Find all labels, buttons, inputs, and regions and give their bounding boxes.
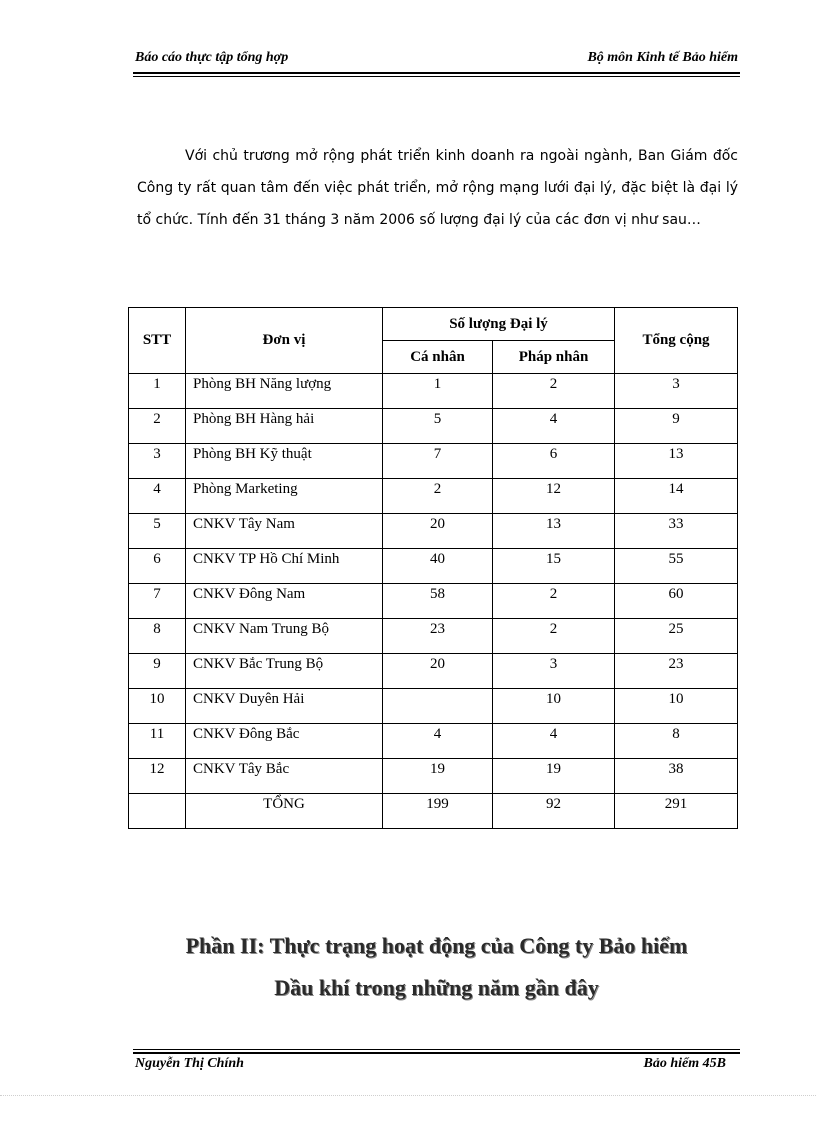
- cell-individual: 20: [383, 514, 493, 549]
- footer-rule-thin: [133, 1049, 740, 1050]
- cell-total-corporate: 92: [493, 794, 615, 829]
- table-row: [129, 444, 738, 479]
- cell-unit: Phòng Marketing: [186, 479, 383, 514]
- cell-total: 3: [615, 374, 738, 409]
- cell-stt: 4: [129, 479, 186, 514]
- cell-individual: 1: [383, 374, 493, 409]
- cell-unit: Phòng BH Năng lượng: [186, 374, 383, 409]
- cell-stt: 11: [129, 724, 186, 759]
- cell-individual: 20: [383, 654, 493, 689]
- header-rule-thick: [133, 72, 740, 74]
- cell-stt: 2: [129, 409, 186, 444]
- table-body: [129, 374, 738, 829]
- section-title: [133, 925, 740, 1009]
- cell-stt: 3: [129, 444, 186, 479]
- cell-corporate: 15: [493, 549, 615, 584]
- page-header: [133, 50, 740, 72]
- header-stt: STT: [129, 308, 186, 374]
- cell-corporate: 4: [493, 409, 615, 444]
- header-rule-thin: [133, 76, 740, 77]
- table-row: [129, 409, 738, 444]
- cell-individual: 7: [383, 444, 493, 479]
- cell-individual: 19: [383, 759, 493, 794]
- cell-total: 10: [615, 689, 738, 724]
- footer-author: Nguyễn Thị Chính: [135, 1056, 244, 1071]
- cell-corporate: 12: [493, 479, 615, 514]
- header-report-title: Báo cáo thực tập tổng hợp: [135, 50, 289, 65]
- cell-unit: Phòng BH Hàng hải: [186, 409, 383, 444]
- cell-unit: CNKV Nam Trung Bộ: [186, 619, 383, 654]
- table-row: [129, 479, 738, 514]
- header-individual: Cá nhân: [383, 341, 493, 374]
- cell-total: 23: [615, 654, 738, 689]
- cell-individual: 2: [383, 479, 493, 514]
- cell-corporate: 6: [493, 444, 615, 479]
- header-agent-count: Số lượng Đại lý: [383, 308, 615, 341]
- cell-corporate: 2: [493, 584, 615, 619]
- cell-stt: 8: [129, 619, 186, 654]
- cell-total: 13: [615, 444, 738, 479]
- cell-individual: [383, 689, 493, 724]
- footer-class: Bảo hiểm 45B: [643, 1056, 726, 1071]
- cell-corporate: 19: [493, 759, 615, 794]
- cell-total: 25: [615, 619, 738, 654]
- agent-count-table: [128, 307, 738, 829]
- cell-stt: 12: [129, 759, 186, 794]
- table-row: [129, 759, 738, 794]
- cell-stt: 6: [129, 549, 186, 584]
- header-corporate: Pháp nhân: [493, 341, 615, 374]
- cell-total: 55: [615, 549, 738, 584]
- page-footer: [133, 1056, 740, 1078]
- cell-unit: CNKV Tây Bắc: [186, 759, 383, 794]
- page-edge-dotted-line: [0, 1095, 816, 1096]
- table-row: [129, 549, 738, 584]
- cell-stt: 10: [129, 689, 186, 724]
- section-title-line2: Dầu khí trong những năm gần đây: [274, 975, 599, 1000]
- header-department: Bộ môn Kinh tế Bảo hiểm: [587, 50, 738, 65]
- cell-individual: 58: [383, 584, 493, 619]
- cell-total: 14: [615, 479, 738, 514]
- cell-corporate: 3: [493, 654, 615, 689]
- footer-rule-thick: [133, 1052, 740, 1054]
- cell-corporate: 4: [493, 724, 615, 759]
- cell-unit: CNKV Đông Bắc: [186, 724, 383, 759]
- table-total-row: [129, 794, 738, 829]
- table-header-row: [129, 308, 738, 341]
- section-title-line1: Phần II: Thực trạng hoạt động của Công ty Bảo hiểm: [185, 933, 688, 958]
- cell-grand-total: 291: [615, 794, 738, 829]
- cell-unit: CNKV Tây Nam: [186, 514, 383, 549]
- cell-unit: CNKV Duyên Hải: [186, 689, 383, 724]
- table-row: [129, 514, 738, 549]
- cell-corporate: 10: [493, 689, 615, 724]
- header-unit: Đơn vị: [186, 308, 383, 374]
- table-row: [129, 374, 738, 409]
- cell-stt: 7: [129, 584, 186, 619]
- cell-stt: 9: [129, 654, 186, 689]
- table-row: [129, 584, 738, 619]
- cell-total: 33: [615, 514, 738, 549]
- table-row: [129, 724, 738, 759]
- cell-stt: 5: [129, 514, 186, 549]
- cell-individual: 40: [383, 549, 493, 584]
- cell-unit: CNKV TP Hồ Chí Minh: [186, 549, 383, 584]
- cell-unit: Phòng BH Kỹ thuật: [186, 444, 383, 479]
- cell-corporate: 13: [493, 514, 615, 549]
- cell-total: 60: [615, 584, 738, 619]
- table-row: [129, 689, 738, 724]
- cell-individual: 4: [383, 724, 493, 759]
- table-row: [129, 654, 738, 689]
- cell-stt-empty: [129, 794, 186, 829]
- cell-individual: 23: [383, 619, 493, 654]
- cell-individual: 5: [383, 409, 493, 444]
- cell-total: 38: [615, 759, 738, 794]
- cell-corporate: 2: [493, 619, 615, 654]
- cell-total-label: TỔNG: [186, 794, 383, 829]
- cell-total: 8: [615, 724, 738, 759]
- cell-total-individual: 199: [383, 794, 493, 829]
- cell-corporate: 2: [493, 374, 615, 409]
- cell-total: 9: [615, 409, 738, 444]
- header-total: Tổng cộng: [615, 308, 738, 374]
- intro-paragraph: Với chủ trương mở rộng phát triển kinh doanh ra ngoài ngành, Ban Giám đốc Công ty rất quan tâm đến việc phát triển, mở rộng mạng lưới đại lý, đặc biệt là đại lý tổ chức. Tính đến 31 tháng 3 năm 2006 số lượng đại lý của các đơn vị như sau…: [137, 148, 738, 228]
- cell-stt: 1: [129, 374, 186, 409]
- cell-unit: CNKV Bắc Trung Bộ: [186, 654, 383, 689]
- table-row: [129, 619, 738, 654]
- cell-unit: CNKV Đông Nam: [186, 584, 383, 619]
